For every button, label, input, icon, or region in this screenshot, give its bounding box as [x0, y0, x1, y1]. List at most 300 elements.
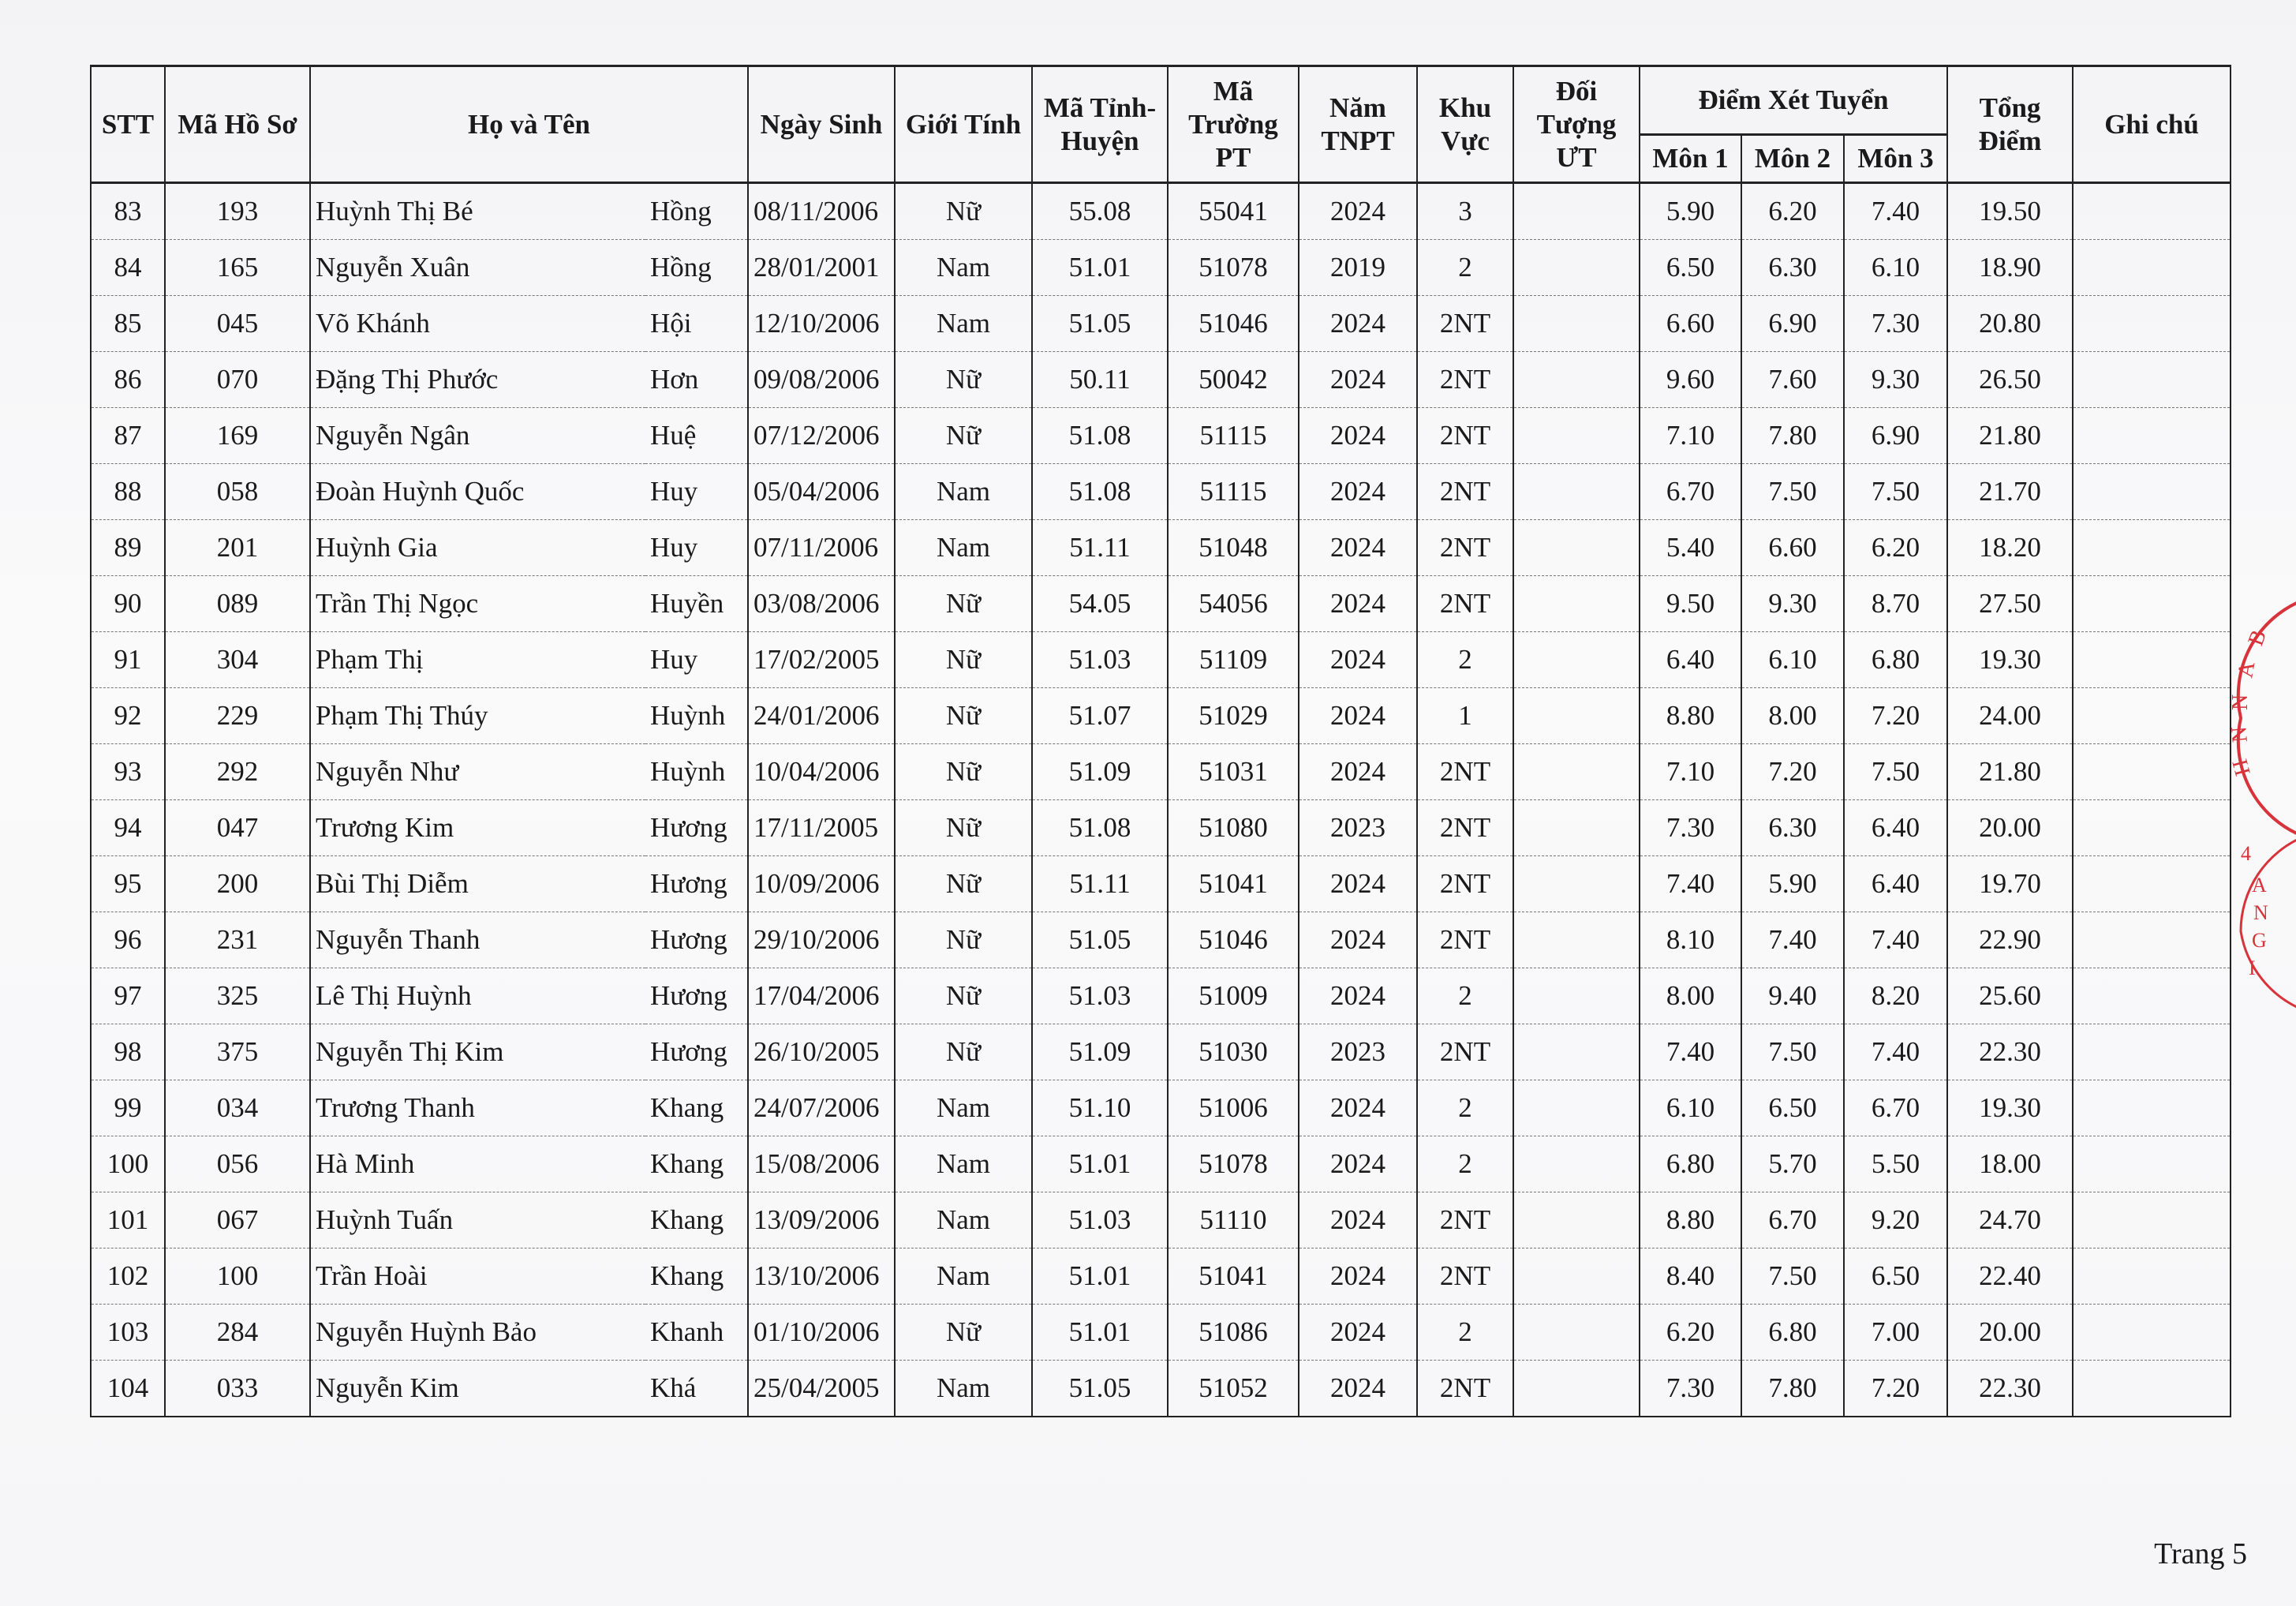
cell-nam-tnpt: 2024	[1299, 464, 1417, 520]
cell-mon1: 6.50	[1640, 240, 1741, 296]
svg-text:4: 4	[2241, 842, 2251, 865]
cell-stt: 100	[91, 1136, 165, 1192]
cell-nam-tnpt: 2024	[1299, 968, 1417, 1024]
cell-khu-vuc: 2NT	[1417, 352, 1513, 408]
cell-gioi-tinh: Nữ	[895, 1305, 1032, 1361]
cell-ten: Huyền	[645, 576, 748, 632]
cell-ngay-sinh: 10/09/2006	[748, 856, 895, 912]
cell-ma-ho-so: 231	[165, 912, 310, 968]
cell-ho-dem: Nguyễn Xuân	[310, 240, 645, 296]
cell-ghi-chu	[2073, 856, 2231, 912]
cell-ma-truong: 51115	[1168, 464, 1299, 520]
cell-doi-tuong	[1513, 408, 1640, 464]
cell-ghi-chu	[2073, 1136, 2231, 1192]
col-header-ghi-chu: Ghi chú	[2073, 66, 2231, 183]
cell-mon3: 7.40	[1844, 912, 1947, 968]
cell-doi-tuong	[1513, 1192, 1640, 1248]
table-row	[91, 1192, 2231, 1248]
cell-gioi-tinh: Nam	[895, 464, 1032, 520]
cell-ten: Khang	[645, 1080, 748, 1136]
cell-ten: Hương	[645, 856, 748, 912]
cell-ma-tinh-huyen: 51.10	[1032, 1080, 1168, 1136]
cell-stt: 84	[91, 240, 165, 296]
cell-khu-vuc: 2	[1417, 1305, 1513, 1361]
cell-nam-tnpt: 2024	[1299, 1136, 1417, 1192]
cell-gioi-tinh: Nam	[895, 1361, 1032, 1417]
cell-ten: Khanh	[645, 1305, 748, 1361]
cell-gioi-tinh: Nữ	[895, 968, 1032, 1024]
table-row	[91, 576, 2231, 632]
cell-doi-tuong	[1513, 632, 1640, 688]
cell-ho-dem: Nguyễn Kim	[310, 1361, 645, 1417]
cell-doi-tuong	[1513, 183, 1640, 240]
cell-ghi-chu	[2073, 296, 2231, 352]
cell-mon3: 7.20	[1844, 1361, 1947, 1417]
red-stamp-seal	[2209, 600, 2296, 1010]
cell-ghi-chu	[2073, 408, 2231, 464]
col-header-mon1: Môn 1	[1640, 135, 1741, 183]
cell-ma-ho-so: 193	[165, 183, 310, 240]
cell-mon1: 7.40	[1640, 856, 1741, 912]
cell-ma-tinh-huyen: 51.03	[1032, 968, 1168, 1024]
cell-tong-diem: 24.00	[1947, 688, 2073, 744]
cell-ngay-sinh: 12/10/2006	[748, 296, 895, 352]
cell-ngay-sinh: 07/12/2006	[748, 408, 895, 464]
table-row	[91, 744, 2231, 800]
cell-nam-tnpt: 2024	[1299, 1248, 1417, 1305]
cell-mon2: 6.70	[1741, 1192, 1844, 1248]
cell-mon2: 5.70	[1741, 1136, 1844, 1192]
cell-khu-vuc: 2	[1417, 632, 1513, 688]
cell-mon2: 6.80	[1741, 1305, 1844, 1361]
cell-mon3: 9.20	[1844, 1192, 1947, 1248]
cell-nam-tnpt: 2024	[1299, 408, 1417, 464]
cell-gioi-tinh: Nữ	[895, 352, 1032, 408]
cell-ma-tinh-huyen: 55.08	[1032, 183, 1168, 240]
cell-stt: 95	[91, 856, 165, 912]
cell-mon3: 6.70	[1844, 1080, 1947, 1136]
cell-stt: 101	[91, 1192, 165, 1248]
cell-ten: Hương	[645, 912, 748, 968]
cell-khu-vuc: 2NT	[1417, 912, 1513, 968]
cell-ghi-chu	[2073, 352, 2231, 408]
cell-ma-truong: 51041	[1168, 1248, 1299, 1305]
cell-nam-tnpt: 2024	[1299, 688, 1417, 744]
cell-mon3: 5.50	[1844, 1136, 1947, 1192]
cell-mon3: 7.00	[1844, 1305, 1947, 1361]
cell-nam-tnpt: 2019	[1299, 240, 1417, 296]
cell-stt: 103	[91, 1305, 165, 1361]
cell-mon3: 9.30	[1844, 352, 1947, 408]
cell-ho-dem: Huỳnh Tuấn	[310, 1192, 645, 1248]
cell-gioi-tinh: Nữ	[895, 800, 1032, 856]
cell-ma-ho-so: 165	[165, 240, 310, 296]
cell-doi-tuong	[1513, 1136, 1640, 1192]
cell-mon3: 7.50	[1844, 744, 1947, 800]
cell-ten: Hương	[645, 1024, 748, 1080]
cell-nam-tnpt: 2024	[1299, 1080, 1417, 1136]
cell-ma-ho-so: 056	[165, 1136, 310, 1192]
col-header-doi-tuong: Đối Tượng ƯT	[1513, 66, 1640, 183]
cell-ma-ho-so: 292	[165, 744, 310, 800]
cell-mon1: 7.10	[1640, 744, 1741, 800]
cell-doi-tuong	[1513, 744, 1640, 800]
cell-ma-ho-so: 067	[165, 1192, 310, 1248]
cell-mon1: 5.90	[1640, 183, 1741, 240]
cell-khu-vuc: 2NT	[1417, 296, 1513, 352]
cell-mon1: 6.20	[1640, 1305, 1741, 1361]
table-row	[91, 240, 2231, 296]
cell-ngay-sinh: 09/08/2006	[748, 352, 895, 408]
cell-ghi-chu	[2073, 183, 2231, 240]
cell-nam-tnpt: 2024	[1299, 1305, 1417, 1361]
cell-tong-diem: 18.90	[1947, 240, 2073, 296]
cell-ma-truong: 51115	[1168, 408, 1299, 464]
cell-tong-diem: 20.00	[1947, 1305, 2073, 1361]
cell-stt: 85	[91, 296, 165, 352]
cell-ma-tinh-huyen: 51.09	[1032, 744, 1168, 800]
cell-tong-diem: 21.80	[1947, 408, 2073, 464]
cell-doi-tuong	[1513, 296, 1640, 352]
cell-ngay-sinh: 25/04/2005	[748, 1361, 895, 1417]
cell-mon3: 7.20	[1844, 688, 1947, 744]
cell-doi-tuong	[1513, 800, 1640, 856]
table-row	[91, 296, 2231, 352]
cell-ma-truong: 51078	[1168, 1136, 1299, 1192]
cell-ten: Huỳnh	[645, 688, 748, 744]
cell-mon2: 7.60	[1741, 352, 1844, 408]
cell-tong-diem: 18.00	[1947, 1136, 2073, 1192]
cell-gioi-tinh: Nam	[895, 1136, 1032, 1192]
cell-tong-diem: 20.00	[1947, 800, 2073, 856]
cell-tong-diem: 21.70	[1947, 464, 2073, 520]
svg-text:N: N	[2253, 901, 2268, 924]
cell-doi-tuong	[1513, 1024, 1640, 1080]
cell-mon3: 6.90	[1844, 408, 1947, 464]
cell-ghi-chu	[2073, 688, 2231, 744]
cell-ghi-chu	[2073, 744, 2231, 800]
cell-gioi-tinh: Nữ	[895, 912, 1032, 968]
cell-ma-tinh-huyen: 51.05	[1032, 912, 1168, 968]
cell-doi-tuong	[1513, 352, 1640, 408]
table-row	[91, 1361, 2231, 1417]
svg-text:B: B	[2243, 627, 2272, 650]
col-header-tong-diem: Tổng Điểm	[1947, 66, 2073, 183]
cell-ghi-chu	[2073, 464, 2231, 520]
cell-doi-tuong	[1513, 968, 1640, 1024]
cell-ghi-chu	[2073, 800, 2231, 856]
cell-stt: 83	[91, 183, 165, 240]
cell-ma-truong: 51048	[1168, 520, 1299, 576]
cell-ma-truong: 55041	[1168, 183, 1299, 240]
table-row	[91, 1248, 2231, 1305]
cell-ngay-sinh: 17/02/2005	[748, 632, 895, 688]
cell-stt: 92	[91, 688, 165, 744]
col-header-gioi-tinh: Giới Tính	[895, 66, 1032, 183]
cell-ma-tinh-huyen: 51.01	[1032, 1305, 1168, 1361]
cell-mon2: 6.60	[1741, 520, 1844, 576]
cell-ten: Huỳnh	[645, 744, 748, 800]
cell-gioi-tinh: Nữ	[895, 576, 1032, 632]
cell-ten: Huệ	[645, 408, 748, 464]
cell-ma-truong: 51031	[1168, 744, 1299, 800]
cell-gioi-tinh: Nữ	[895, 632, 1032, 688]
cell-khu-vuc: 2	[1417, 1136, 1513, 1192]
cell-mon2: 9.30	[1741, 576, 1844, 632]
table-row	[91, 800, 2231, 856]
cell-mon3: 7.50	[1844, 464, 1947, 520]
cell-mon1: 8.10	[1640, 912, 1741, 968]
cell-khu-vuc: 2NT	[1417, 408, 1513, 464]
cell-khu-vuc: 2NT	[1417, 856, 1513, 912]
cell-ma-ho-so: 045	[165, 296, 310, 352]
table-row	[91, 632, 2231, 688]
col-header-ngay-sinh: Ngày Sinh	[748, 66, 895, 183]
svg-text:I: I	[2249, 956, 2256, 979]
cell-ma-tinh-huyen: 51.08	[1032, 464, 1168, 520]
cell-mon2: 8.00	[1741, 688, 1844, 744]
cell-tong-diem: 22.30	[1947, 1361, 2073, 1417]
col-header-ma-truong: Mã Trường PT	[1168, 66, 1299, 183]
cell-doi-tuong	[1513, 1080, 1640, 1136]
cell-mon2: 6.50	[1741, 1080, 1844, 1136]
cell-ho-dem: Nguyễn Thanh	[310, 912, 645, 968]
cell-gioi-tinh: Nam	[895, 240, 1032, 296]
page-number: Trang 5	[2154, 1537, 2247, 1570]
svg-text:A: A	[2233, 659, 2260, 680]
col-header-mon3: Môn 3	[1844, 135, 1947, 183]
cell-doi-tuong	[1513, 912, 1640, 968]
cell-ghi-chu	[2073, 912, 2231, 968]
cell-mon2: 6.30	[1741, 240, 1844, 296]
cell-doi-tuong	[1513, 240, 1640, 296]
cell-stt: 88	[91, 464, 165, 520]
cell-ten: Hồng	[645, 240, 748, 296]
cell-ma-tinh-huyen: 51.05	[1032, 296, 1168, 352]
cell-ghi-chu	[2073, 632, 2231, 688]
cell-ten: Hơn	[645, 352, 748, 408]
cell-tong-diem: 22.40	[1947, 1248, 2073, 1305]
cell-stt: 96	[91, 912, 165, 968]
cell-ngay-sinh: 17/04/2006	[748, 968, 895, 1024]
cell-ma-tinh-huyen: 51.09	[1032, 1024, 1168, 1080]
cell-mon3: 7.30	[1844, 296, 1947, 352]
cell-tong-diem: 19.50	[1947, 183, 2073, 240]
svg-text:A: A	[2252, 874, 2267, 897]
cell-nam-tnpt: 2024	[1299, 296, 1417, 352]
cell-khu-vuc: 1	[1417, 688, 1513, 744]
cell-ngay-sinh: 10/04/2006	[748, 744, 895, 800]
cell-gioi-tinh: Nữ	[895, 183, 1032, 240]
col-header-nam-tnpt: Năm TNPT	[1299, 66, 1417, 183]
cell-mon3: 6.40	[1844, 800, 1947, 856]
cell-ngay-sinh: 17/11/2005	[748, 800, 895, 856]
cell-ma-ho-so: 089	[165, 576, 310, 632]
table-body	[91, 183, 2231, 1417]
cell-khu-vuc: 2NT	[1417, 1361, 1513, 1417]
cell-ho-dem: Hà Minh	[310, 1136, 645, 1192]
cell-doi-tuong	[1513, 1305, 1640, 1361]
cell-ma-tinh-huyen: 51.01	[1032, 1136, 1168, 1192]
cell-ten: Hội	[645, 296, 748, 352]
cell-tong-diem: 19.30	[1947, 1080, 2073, 1136]
cell-ho-dem: Trương Kim	[310, 800, 645, 856]
cell-tong-diem: 22.30	[1947, 1024, 2073, 1080]
cell-ngay-sinh: 07/11/2006	[748, 520, 895, 576]
cell-stt: 87	[91, 408, 165, 464]
cell-ma-tinh-huyen: 51.07	[1032, 688, 1168, 744]
cell-ma-ho-so: 070	[165, 352, 310, 408]
cell-gioi-tinh: Nữ	[895, 856, 1032, 912]
cell-nam-tnpt: 2024	[1299, 352, 1417, 408]
cell-ma-truong: 51041	[1168, 856, 1299, 912]
table-row	[91, 464, 2231, 520]
cell-ho-dem: Đặng Thị Phước	[310, 352, 645, 408]
admission-score-table	[90, 65, 2231, 1417]
cell-ho-dem: Võ Khánh	[310, 296, 645, 352]
cell-ngay-sinh: 29/10/2006	[748, 912, 895, 968]
cell-khu-vuc: 2NT	[1417, 520, 1513, 576]
cell-doi-tuong	[1513, 1361, 1640, 1417]
cell-mon1: 8.00	[1640, 968, 1741, 1024]
cell-doi-tuong	[1513, 688, 1640, 744]
cell-ho-dem: Nguyễn Thị Kim	[310, 1024, 645, 1080]
cell-ten: Khang	[645, 1248, 748, 1305]
cell-ngay-sinh: 24/07/2006	[748, 1080, 895, 1136]
cell-ghi-chu	[2073, 576, 2231, 632]
cell-ho-dem: Nguyễn Huỳnh Bảo	[310, 1305, 645, 1361]
cell-nam-tnpt: 2024	[1299, 1361, 1417, 1417]
table-row	[91, 183, 2231, 240]
cell-ma-tinh-huyen: 51.01	[1032, 1248, 1168, 1305]
cell-ma-tinh-huyen: 51.08	[1032, 800, 1168, 856]
cell-mon1: 8.40	[1640, 1248, 1741, 1305]
cell-mon2: 6.90	[1741, 296, 1844, 352]
cell-ho-dem: Nguyễn Ngân	[310, 408, 645, 464]
cell-ma-truong: 51080	[1168, 800, 1299, 856]
col-header-mon2: Môn 2	[1741, 135, 1844, 183]
cell-mon3: 6.80	[1844, 632, 1947, 688]
cell-mon2: 7.80	[1741, 408, 1844, 464]
cell-ngay-sinh: 08/11/2006	[748, 183, 895, 240]
cell-ho-dem: Nguyễn Như	[310, 744, 645, 800]
cell-nam-tnpt: 2024	[1299, 632, 1417, 688]
cell-nam-tnpt: 2024	[1299, 183, 1417, 240]
cell-ma-truong: 51030	[1168, 1024, 1299, 1080]
cell-ma-truong: 50042	[1168, 352, 1299, 408]
cell-ghi-chu	[2073, 968, 2231, 1024]
cell-ngay-sinh: 13/09/2006	[748, 1192, 895, 1248]
cell-ho-dem: Huỳnh Gia	[310, 520, 645, 576]
cell-khu-vuc: 2NT	[1417, 1192, 1513, 1248]
cell-ghi-chu	[2073, 1080, 2231, 1136]
svg-text:G: G	[2252, 929, 2267, 952]
cell-mon1: 9.60	[1640, 352, 1741, 408]
cell-khu-vuc: 2	[1417, 968, 1513, 1024]
col-header-ho-va-ten: Họ và Tên	[310, 66, 748, 183]
cell-gioi-tinh: Nam	[895, 1248, 1032, 1305]
cell-mon1: 7.40	[1640, 1024, 1741, 1080]
table-row	[91, 856, 2231, 912]
cell-ngay-sinh: 26/10/2005	[748, 1024, 895, 1080]
cell-ma-truong: 51109	[1168, 632, 1299, 688]
cell-ho-dem: Bùi Thị Diễm	[310, 856, 645, 912]
cell-mon3: 6.20	[1844, 520, 1947, 576]
table-row	[91, 1024, 2231, 1080]
cell-ngay-sinh: 01/10/2006	[748, 1305, 895, 1361]
cell-ma-ho-so: 169	[165, 408, 310, 464]
cell-doi-tuong	[1513, 464, 1640, 520]
cell-nam-tnpt: 2023	[1299, 1024, 1417, 1080]
cell-stt: 91	[91, 632, 165, 688]
table-row	[91, 408, 2231, 464]
cell-khu-vuc: 2NT	[1417, 576, 1513, 632]
cell-tong-diem: 26.50	[1947, 352, 2073, 408]
col-header-ma-ho-so: Mã Hồ Sơ	[165, 66, 310, 183]
cell-ma-ho-so: 034	[165, 1080, 310, 1136]
cell-ma-truong: 51006	[1168, 1080, 1299, 1136]
cell-tong-diem: 18.20	[1947, 520, 2073, 576]
cell-ma-ho-so: 047	[165, 800, 310, 856]
cell-mon2: 5.90	[1741, 856, 1844, 912]
cell-ten: Hương	[645, 968, 748, 1024]
cell-ten: Hương	[645, 800, 748, 856]
cell-tong-diem: 24.70	[1947, 1192, 2073, 1248]
cell-ma-ho-so: 033	[165, 1361, 310, 1417]
cell-ma-tinh-huyen: 51.03	[1032, 1192, 1168, 1248]
cell-stt: 93	[91, 744, 165, 800]
cell-stt: 89	[91, 520, 165, 576]
cell-tong-diem: 19.70	[1947, 856, 2073, 912]
cell-mon1: 6.80	[1640, 1136, 1741, 1192]
cell-nam-tnpt: 2023	[1299, 800, 1417, 856]
cell-mon2: 7.40	[1741, 912, 1844, 968]
cell-mon2: 7.80	[1741, 1361, 1844, 1417]
cell-gioi-tinh: Nam	[895, 1192, 1032, 1248]
cell-tong-diem: 22.90	[1947, 912, 2073, 968]
cell-mon1: 6.40	[1640, 632, 1741, 688]
cell-ngay-sinh: 24/01/2006	[748, 688, 895, 744]
cell-mon3: 8.20	[1844, 968, 1947, 1024]
cell-mon1: 5.40	[1640, 520, 1741, 576]
table-row	[91, 968, 2231, 1024]
cell-mon2: 6.20	[1741, 183, 1844, 240]
table-row	[91, 520, 2231, 576]
cell-mon1: 6.70	[1640, 464, 1741, 520]
cell-mon2: 7.50	[1741, 464, 1844, 520]
cell-khu-vuc: 3	[1417, 183, 1513, 240]
cell-mon1: 8.80	[1640, 688, 1741, 744]
cell-mon3: 6.10	[1844, 240, 1947, 296]
cell-ma-tinh-huyen: 51.11	[1032, 520, 1168, 576]
cell-ho-dem: Đoàn Huỳnh Quốc	[310, 464, 645, 520]
cell-gioi-tinh: Nữ	[895, 1024, 1032, 1080]
cell-gioi-tinh: Nữ	[895, 688, 1032, 744]
cell-ma-ho-so: 201	[165, 520, 310, 576]
cell-ma-truong: 51046	[1168, 912, 1299, 968]
cell-mon2: 7.20	[1741, 744, 1844, 800]
cell-mon1: 9.50	[1640, 576, 1741, 632]
cell-khu-vuc: 2	[1417, 1080, 1513, 1136]
col-header-diem-xet-tuyen: Điểm Xét Tuyển	[1640, 66, 1947, 135]
cell-mon1: 6.60	[1640, 296, 1741, 352]
cell-ma-ho-so: 284	[165, 1305, 310, 1361]
cell-ma-tinh-huyen: 50.11	[1032, 352, 1168, 408]
cell-tong-diem: 25.60	[1947, 968, 2073, 1024]
cell-ma-truong: 51078	[1168, 240, 1299, 296]
cell-doi-tuong	[1513, 856, 1640, 912]
cell-stt: 98	[91, 1024, 165, 1080]
